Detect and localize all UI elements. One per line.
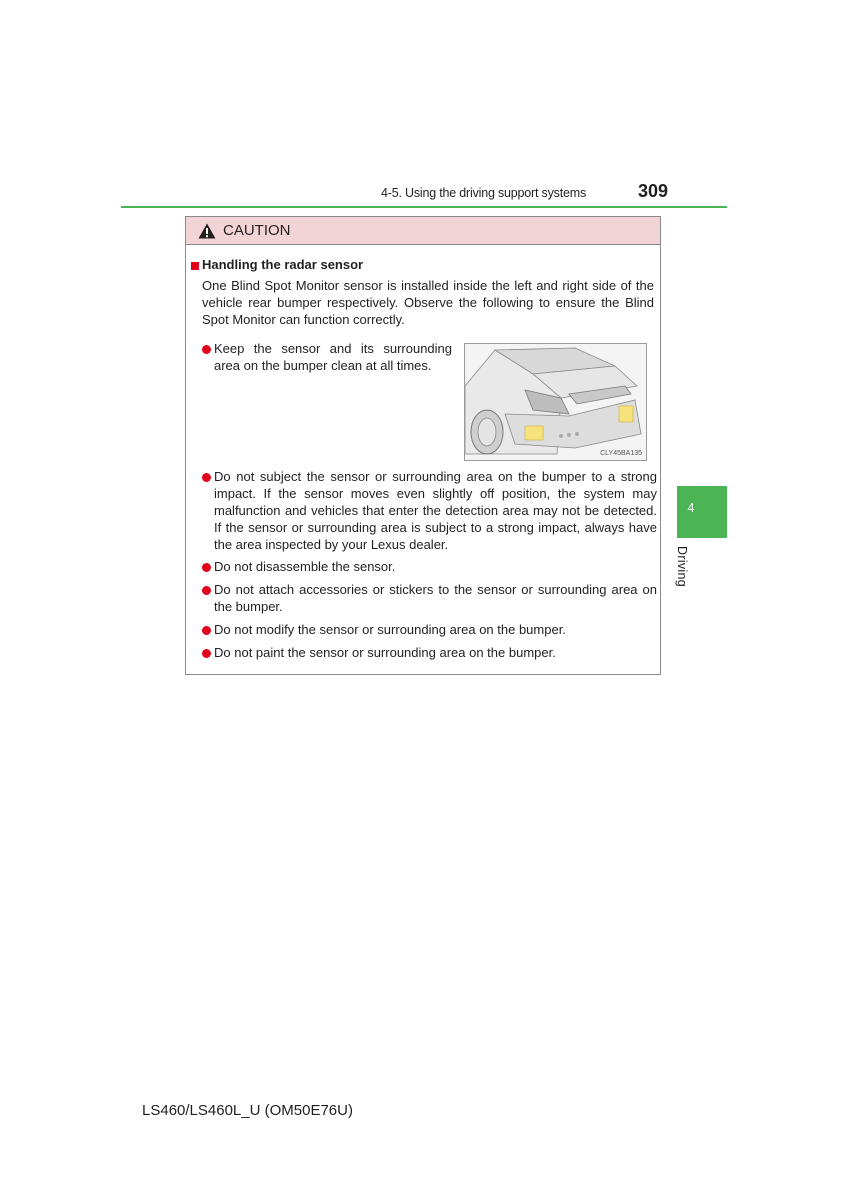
bullet-dot: [202, 586, 211, 595]
bullet-item: Do not subject the sensor or surrounding area on the bumper to a strong impact. If the sensor moves even slightly off position, the system may malfunction and vehicles that enter the detection area may not be detected. If the sensor or surrounding area is subject to a strong impact, always have the area inspected by your Lexus dealer.: [214, 469, 657, 552]
sensor-area-right: [619, 406, 633, 422]
bullet-dot: [202, 649, 211, 658]
bullet-item: Do not attach accessories or stickers to the sensor or surrounding area on the bumper.: [214, 582, 657, 614]
chapter-label: [675, 546, 699, 606]
bullet-dot: [202, 473, 211, 482]
figure-code: CLY45BA135: [600, 450, 642, 457]
chapter-number: 4: [687, 501, 695, 515]
bullet-item: Keep the sensor and its surrounding area on the bumper clean at all times.: [214, 341, 452, 373]
chapter-label-text: Driving: [675, 546, 689, 587]
bullet-item: Do not paint the sensor or surrounding area on the bumper.: [214, 645, 556, 660]
bullet-dot: [202, 626, 211, 635]
caution-subheading: Handling the radar sensor: [202, 257, 364, 272]
rear-bumper-sensor-figure: [464, 343, 647, 461]
chapter-tab: [677, 486, 727, 538]
caution-box: [185, 216, 661, 675]
car-rear-illustration: [465, 344, 646, 460]
footer-model: LS460/LS460L_U (OM50E76U): [142, 1102, 353, 1119]
caution-intro: One Blind Spot Monitor sensor is installed inside the left and right side of the vehicle rear bumper respectively. Observe the following to ensure the Blind Spot Monitor can function correctly.: [202, 278, 654, 327]
bullet-dot: [202, 345, 211, 354]
caution-title: CAUTION: [223, 222, 291, 239]
page-number: 309: [638, 181, 669, 201]
bullet-item: Do not modify the sensor or surrounding area on the bumper.: [214, 622, 566, 637]
warning-triangle-icon: [198, 223, 216, 239]
bullet-dot: [202, 563, 211, 572]
bullet-item: Do not disassemble the sensor.: [214, 559, 396, 574]
sensor-area-left: [525, 426, 543, 440]
header-divider: [121, 206, 727, 208]
caution-header: [186, 217, 660, 245]
section-title: 4-5. Using the driving support systems: [381, 186, 586, 200]
red-square-marker: [191, 262, 199, 270]
